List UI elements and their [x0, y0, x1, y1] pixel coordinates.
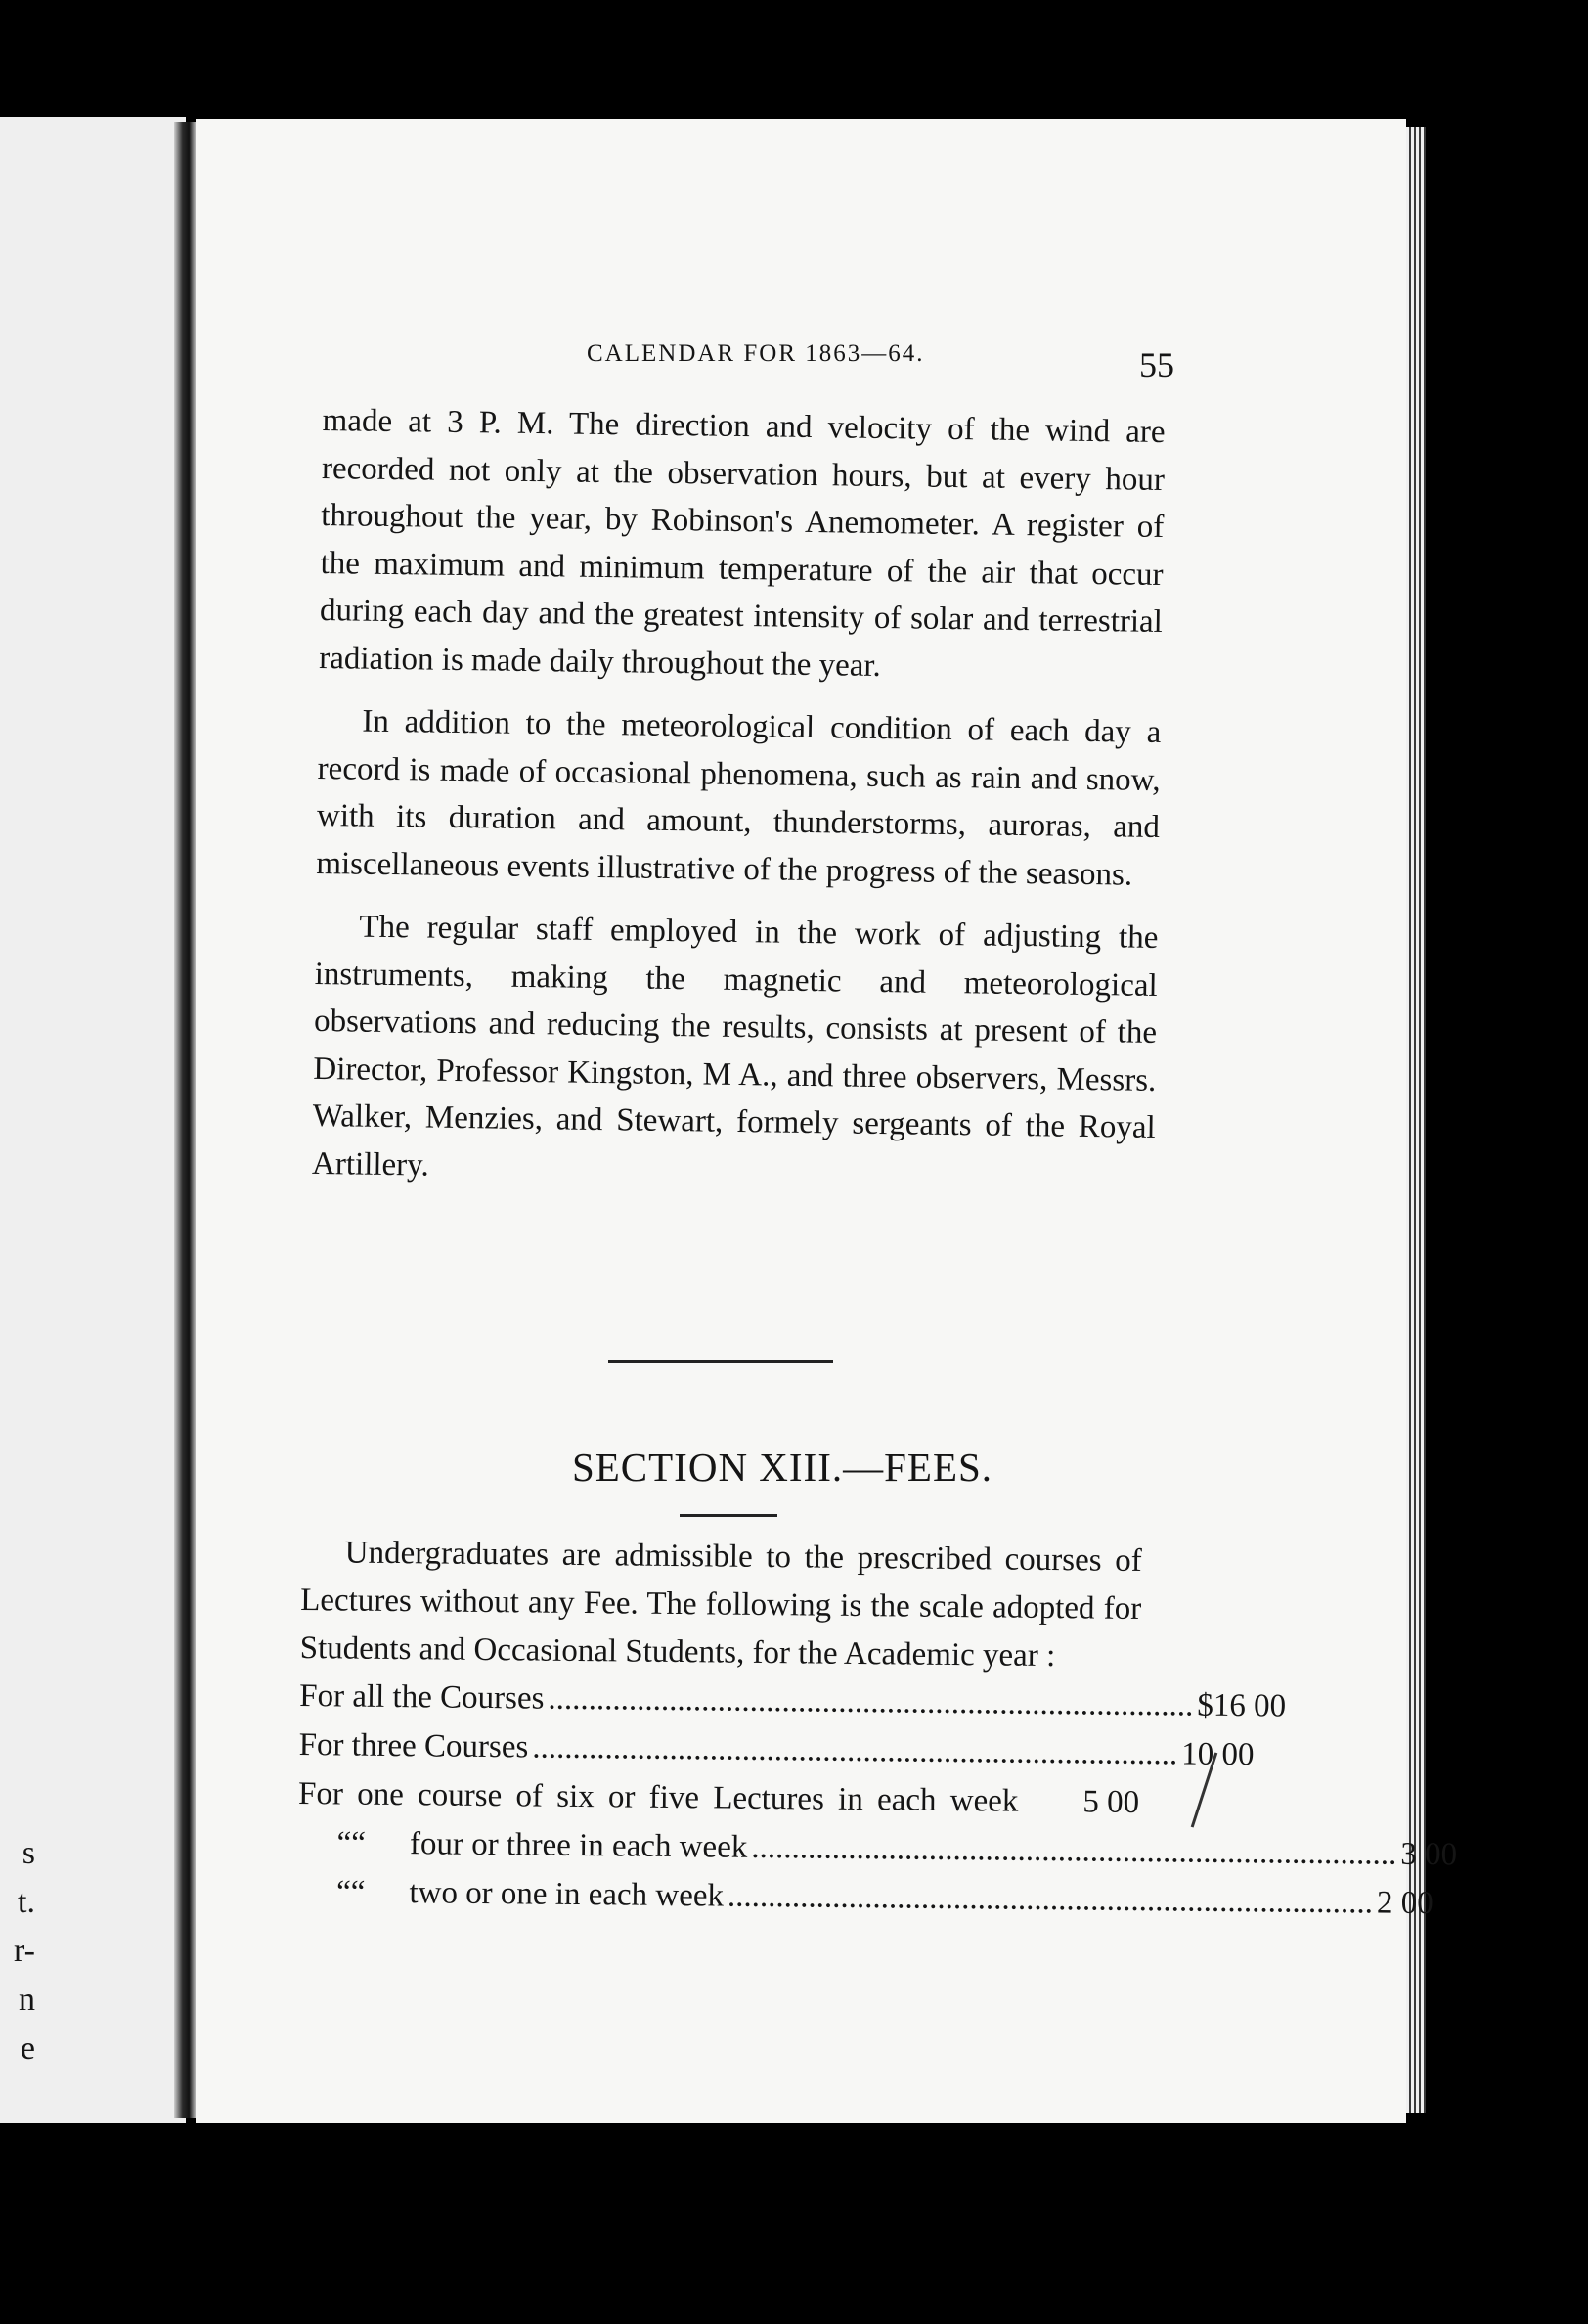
fee-amount: $16 00	[1197, 1687, 1287, 1724]
fee-row	[297, 1819, 1458, 1877]
fee-row	[299, 1673, 1287, 1730]
facing-page-edge-text	[0, 1829, 39, 2074]
facing-page	[0, 117, 186, 2123]
dot-leader: ................................................................................	[532, 1729, 1178, 1772]
ditto-mark: “	[335, 1874, 351, 1910]
edge-char: s	[22, 1835, 35, 1871]
body-text	[311, 397, 1165, 1215]
ditto-marks	[297, 1819, 366, 1868]
page-number: 55	[1139, 345, 1174, 384]
edge-char: e	[20, 2031, 35, 2067]
fee-label: two or one in each week	[409, 1875, 725, 1914]
fee-row	[298, 1721, 1255, 1779]
fee-label: For three Courses	[298, 1726, 529, 1765]
running-head: CALENDAR FOR 1863—64.	[587, 340, 925, 367]
dot-leader: ................................................................................	[548, 1680, 1194, 1723]
ditto-mark: “	[336, 1825, 352, 1861]
paragraph: made at 3 P. M. The direction and velocity of the wind are recorded not only at the observation hours, but at every hour throughout the year, by Robinson's Anemometer. A register of the maximum and minimum temperature of the air that occur during each day and the greatest intensity of solar and terrestrial radiation is made daily throughout the year.	[319, 402, 1166, 684]
dot-leader: ................................................................................	[727, 1878, 1374, 1921]
fee-label: For all the Courses	[299, 1677, 545, 1717]
ditto-mark: “	[351, 1825, 367, 1861]
fees-intro: Undergraduates are admissible to the prescribed courses of Lectures without any Fee. The following is the scale adopted for Students and Occasional Students, for the Academic year :	[299, 1535, 1142, 1675]
section-divider	[608, 1360, 833, 1363]
fee-row	[297, 1868, 1434, 1926]
fee-amount: 3 00	[1400, 1836, 1458, 1873]
fee-label: four or three in each week	[409, 1826, 748, 1865]
fees-section	[297, 1529, 1458, 1926]
edge-char: r-	[14, 1933, 35, 1969]
fee-label: For one course of six or five Lectures in each week	[297, 1775, 1019, 1819]
fee-amount: 2 00	[1376, 1885, 1434, 1922]
fee-amount: 5 00	[1082, 1784, 1140, 1820]
page-stack-edge	[1406, 127, 1426, 2113]
section-title: SECTION XIII.—FEES.	[571, 1445, 993, 1490]
edge-char: t.	[18, 1884, 35, 1920]
title-underline	[680, 1514, 777, 1517]
paragraph: In addition to the meteorological condition of each day a record is made of occasional phenomena, such as rain and snow, with its duration and amount, thunderstorms, auroras, and miscellaneous events illustrative of the progress of the seasons.	[316, 703, 1162, 893]
fee-amount: 10 00	[1181, 1736, 1255, 1773]
ditto-mark: “	[350, 1874, 366, 1910]
paragraph: The regular staff employed in the work of adjusting the instruments, making the magnetic and meteorological observations and reducing the results, consists at present of the Director, Professor Kingston, M A., and three observers, Messrs. Walker, Menzies, and Stewart, formely sergeants of the Royal Artillery.	[311, 909, 1159, 1184]
book-gutter	[174, 122, 196, 2118]
dot-leader: ................................................................................	[751, 1829, 1397, 1872]
fee-row	[298, 1770, 1139, 1828]
edge-char: n	[19, 1982, 35, 2018]
ditto-marks	[297, 1868, 366, 1917]
